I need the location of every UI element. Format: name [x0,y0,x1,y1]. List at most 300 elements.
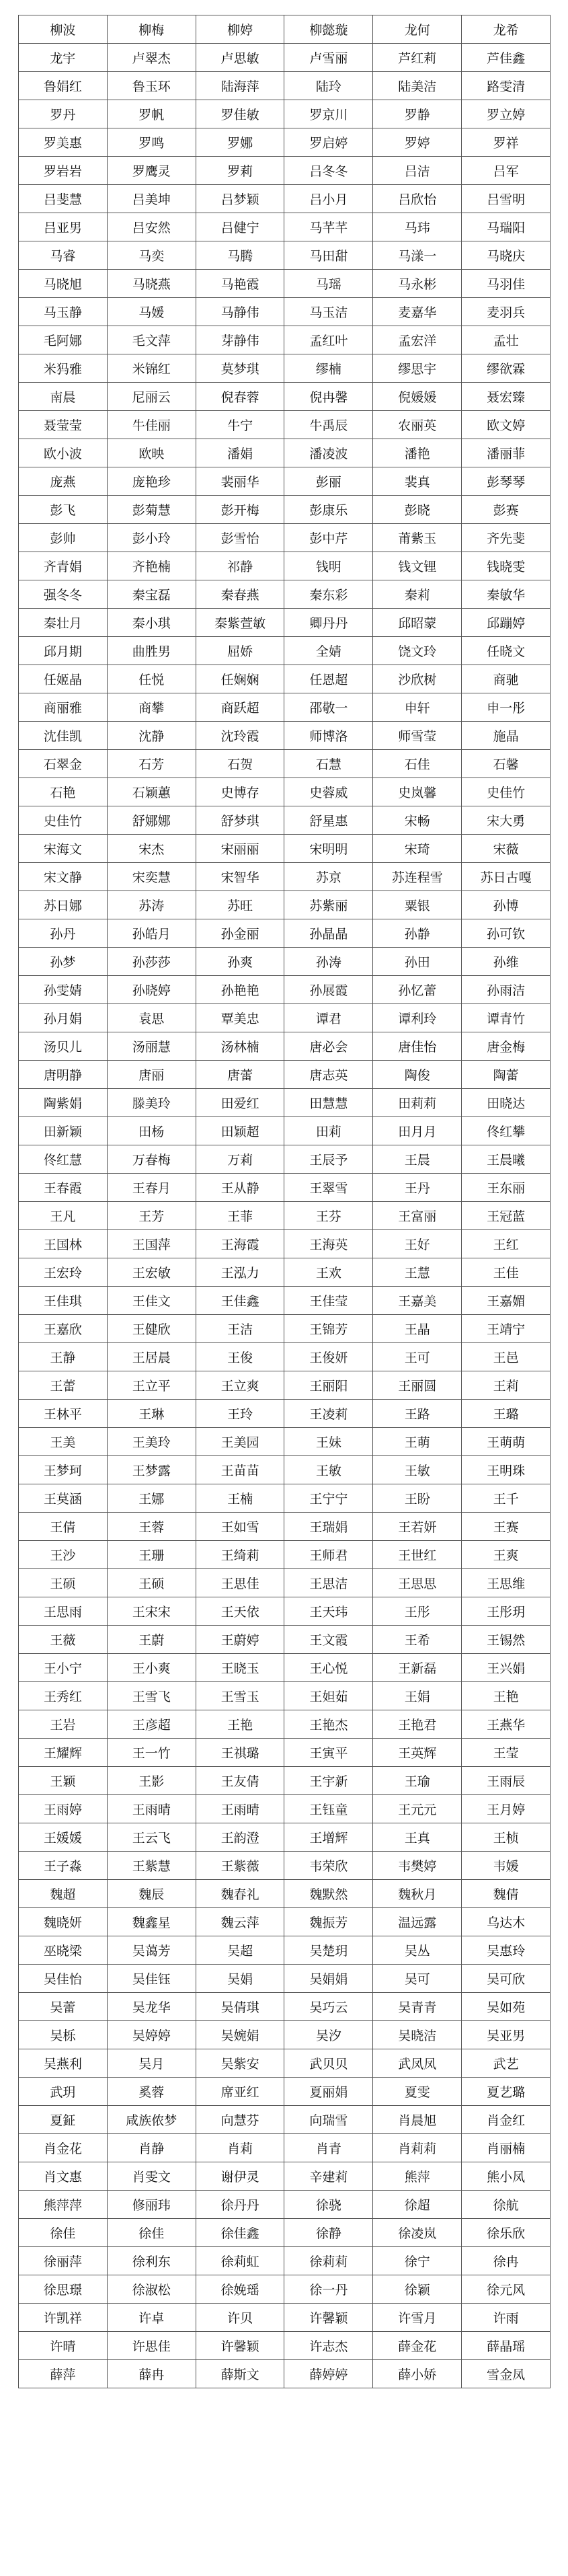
table-row [19,1400,551,1428]
name-cell: 王蔚婷 [196,1626,284,1654]
name-cell: 钱文锂 [373,552,462,580]
name-cell: 马漾一 [373,241,462,270]
name-cell: 王月婷 [462,1795,551,1823]
table-row [19,2275,551,2304]
name-cell: 毛文萍 [107,326,196,354]
name-cell: 马静伟 [196,298,284,326]
name-cell: 王锦芳 [284,1315,373,1343]
name-cell: 苏京 [284,863,373,891]
name-cell: 王明珠 [462,1456,551,1484]
name-cell: 孙涛 [284,948,373,976]
name-cell: 王好 [373,1230,462,1258]
name-cell: 王居晨 [107,1343,196,1371]
name-cell: 吴丛 [373,1936,462,1965]
table-row [19,1032,551,1061]
name-cell: 祁静 [196,552,284,580]
name-cell: 宋琦 [373,835,462,863]
name-cell: 尼丽云 [107,383,196,411]
name-cell: 王赛 [462,1513,551,1541]
name-cell: 王薇 [19,1626,108,1654]
name-cell: 谭君 [284,1004,373,1032]
name-cell: 王宇新 [284,1767,373,1795]
table-row [19,1315,551,1343]
table-row [19,15,551,44]
name-cell: 王元元 [373,1795,462,1823]
name-cell: 王佳莹 [284,1287,373,1315]
name-cell: 徐娩瑶 [196,2275,284,2304]
name-cell: 王美玲 [107,1428,196,1456]
name-cell: 谭青竹 [462,1004,551,1032]
name-cell: 王富丽 [373,1202,462,1230]
name-cell: 芽静伟 [196,326,284,354]
name-cell: 王英辉 [373,1739,462,1767]
name-cell: 苏日古嘎 [462,863,551,891]
name-cell: 肖莉 [196,2134,284,2162]
table-row [19,2078,551,2106]
name-cell: 米犸雅 [19,354,108,383]
name-cell: 王健欣 [107,1315,196,1343]
name-cell: 聂宏臻 [462,383,551,411]
name-cell: 马玉静 [19,298,108,326]
name-cell: 潘凌波 [284,439,373,467]
name-cell: 孙皓月 [107,919,196,948]
table-row [19,1965,551,1993]
name-cell: 王小宁 [19,1654,108,1682]
name-cell: 王一竹 [107,1739,196,1767]
name-cell: 徐利东 [107,2247,196,2275]
table-row [19,72,551,100]
name-cell: 王祺璐 [196,1739,284,1767]
table-row [19,1061,551,1089]
name-cell: 潘丽菲 [462,439,551,467]
table-row [19,948,551,976]
name-cell: 吴亚男 [462,2021,551,2049]
name-cell: 彭开梅 [196,496,284,524]
name-cell: 吴婉娟 [196,2021,284,2049]
name-cell: 苏旺 [196,891,284,919]
name-cell: 罗京川 [284,100,373,128]
name-cell: 王娜 [107,1484,196,1513]
table-row [19,609,551,637]
table-row [19,326,551,354]
name-cell: 王艳杰 [284,1710,373,1739]
table-row [19,241,551,270]
name-cell: 熊萍萍 [19,2191,108,2219]
name-cell: 吕亚男 [19,213,108,241]
name-cell: 卿丹丹 [284,609,373,637]
name-cell: 王兴娟 [462,1654,551,1682]
name-cell: 宋杰 [107,835,196,863]
name-cell: 薛冉 [107,2360,196,2388]
name-cell: 王从静 [196,1174,284,1202]
name-cell: 罗佳敏 [196,100,284,128]
name-cell: 缪欲霖 [462,354,551,383]
name-cell: 田新颖 [19,1117,108,1145]
name-cell: 苏连程雪 [373,863,462,891]
table-row [19,1654,551,1682]
name-cell: 吕健宁 [196,213,284,241]
name-cell: 马羽佳 [462,270,551,298]
name-cell: 王影 [107,1767,196,1795]
name-cell: 申轩 [373,693,462,722]
name-cell: 席亚红 [196,2078,284,2106]
name-cell: 孙田 [373,948,462,976]
name-cell: 欧映 [107,439,196,467]
name-cell: 聂莹莹 [19,411,108,439]
name-cell: 向慧芬 [196,2106,284,2134]
name-cell: 秦小琪 [107,609,196,637]
name-cell: 唐必会 [284,1032,373,1061]
name-cell: 唐丽 [107,1061,196,1089]
name-cell: 王韵澄 [196,1823,284,1852]
name-cell: 邱昭蒙 [373,609,462,637]
name-cell: 王蕾 [19,1371,108,1400]
name-cell: 王春月 [107,1174,196,1202]
name-cell: 罗鸣 [107,128,196,157]
name-table-body [19,15,551,2388]
name-cell: 魏春礼 [196,1880,284,1908]
name-cell: 吴晓洁 [373,2021,462,2049]
name-cell: 秦莉 [373,580,462,609]
table-row [19,467,551,496]
name-cell: 屈娇 [196,637,284,665]
table-row [19,2021,551,2049]
name-cell: 魏默然 [284,1880,373,1908]
name-cell: 王丽圆 [373,1371,462,1400]
name-cell: 任悦 [107,665,196,693]
name-cell: 吴娟娟 [284,1965,373,1993]
name-cell: 唐金梅 [462,1032,551,1061]
table-row [19,2049,551,2078]
name-cell: 徐丹丹 [196,2191,284,2219]
name-cell: 宋大勇 [462,806,551,835]
name-cell: 商攀 [107,693,196,722]
name-cell: 王邑 [462,1343,551,1371]
name-cell: 吕冬冬 [284,157,373,185]
name-cell: 王宏敏 [107,1258,196,1287]
name-cell: 王天玮 [284,1597,373,1626]
name-cell: 卢思敏 [196,44,284,72]
name-cell: 陶紫娟 [19,1089,108,1117]
name-cell: 王嘉媚 [462,1287,551,1315]
name-cell: 马艳霞 [196,270,284,298]
name-cell: 田颖超 [196,1117,284,1145]
name-cell: 夏丽娟 [284,2078,373,2106]
table-row [19,1626,551,1654]
name-cell: 马瑶 [284,270,373,298]
name-cell: 田慧慧 [284,1089,373,1117]
table-row [19,1710,551,1739]
name-cell: 王紫薇 [196,1852,284,1880]
name-cell: 孙可钦 [462,919,551,948]
name-cell: 彭中芹 [284,524,373,552]
table-row [19,1343,551,1371]
name-cell: 彭小玲 [107,524,196,552]
name-cell: 马媛 [107,298,196,326]
name-cell: 田莉 [284,1117,373,1145]
table-row [19,383,551,411]
name-cell: 孙月娟 [19,1004,108,1032]
table-row [19,2304,551,2332]
table-row [19,1880,551,1908]
name-cell: 罗帆 [107,100,196,128]
table-row [19,665,551,693]
name-cell: 王佳琪 [19,1287,108,1315]
name-cell: 徐元风 [462,2275,551,2304]
name-cell: 王硕 [107,1569,196,1597]
name-cell: 韦荣欣 [284,1852,373,1880]
name-cell: 王思佳 [196,1569,284,1597]
name-cell: 王蔚 [107,1626,196,1654]
table-row [19,750,551,778]
name-cell: 王艳 [462,1682,551,1710]
name-cell: 马奕 [107,241,196,270]
name-cell: 饶文玲 [373,637,462,665]
name-cell: 吴倩琪 [196,1993,284,2021]
name-cell: 吕美坤 [107,185,196,213]
name-cell: 邱蹦婷 [462,609,551,637]
name-cell: 史蓉威 [284,778,373,806]
name-cell: 缪思宇 [373,354,462,383]
table-row [19,1004,551,1032]
name-cell: 孙莎莎 [107,948,196,976]
name-cell: 王敏 [373,1456,462,1484]
name-cell: 王世红 [373,1541,462,1569]
name-cell: 孙丹 [19,919,108,948]
name-cell: 吴汐 [284,2021,373,2049]
name-cell: 王瑞娟 [284,1513,373,1541]
name-cell: 袁思 [107,1004,196,1032]
name-cell: 王凌莉 [284,1400,373,1428]
table-row [19,2219,551,2247]
name-cell: 王寅平 [284,1739,373,1767]
table-row [19,1597,551,1626]
name-cell: 王静 [19,1343,108,1371]
name-cell: 王凡 [19,1202,108,1230]
name-cell: 王俊妍 [284,1343,373,1371]
name-cell: 王嘉欣 [19,1315,108,1343]
name-cell: 马晓庆 [462,241,551,270]
name-cell: 王锡然 [462,1626,551,1654]
name-cell: 王立爽 [196,1371,284,1400]
name-cell: 吕梦颖 [196,185,284,213]
name-cell: 倪媛媛 [373,383,462,411]
name-cell: 石翠金 [19,750,108,778]
name-cell: 熊萍 [373,2162,462,2191]
name-cell: 师雪莹 [373,722,462,750]
name-cell: 王琳 [107,1400,196,1428]
name-cell: 肖静 [107,2134,196,2162]
name-cell: 牛禹辰 [284,411,373,439]
name-cell: 苏涛 [107,891,196,919]
name-cell: 王增辉 [284,1823,373,1852]
name-cell: 肖丽楠 [462,2134,551,2162]
name-cell: 王翠雪 [284,1174,373,1202]
name-cell: 王秀红 [19,1682,108,1710]
name-cell: 石贺 [196,750,284,778]
name-cell: 徐乐欣 [462,2219,551,2247]
table-row [19,778,551,806]
name-cell: 王娟 [373,1682,462,1710]
name-cell: 雪金凤 [462,2360,551,2388]
name-cell: 修丽玮 [107,2191,196,2219]
name-cell: 钱晓雯 [462,552,551,580]
name-cell: 申一彤 [462,693,551,722]
name-cell: 路雯清 [462,72,551,100]
name-cell: 孙维 [462,948,551,976]
name-cell: 徐佳 [107,2219,196,2247]
name-cell: 孙展霞 [284,976,373,1004]
name-cell: 王丽阳 [284,1371,373,1400]
table-row [19,1145,551,1174]
name-cell: 柳懿璇 [284,15,373,44]
name-cell: 魏倩 [462,1880,551,1908]
name-cell: 孙忆蕾 [373,976,462,1004]
name-cell: 石慧 [284,750,373,778]
name-cell: 粟银 [373,891,462,919]
name-cell: 夏艺璐 [462,2078,551,2106]
name-cell: 汤林楠 [196,1032,284,1061]
name-cell: 马田甜 [284,241,373,270]
table-row [19,1795,551,1823]
name-cell: 米锦红 [107,354,196,383]
table-row [19,1682,551,1710]
name-cell: 王佳 [462,1258,551,1287]
name-cell: 肖晨旭 [373,2106,462,2134]
name-cell: 莆紫玉 [373,524,462,552]
table-row [19,806,551,835]
name-cell: 彭帅 [19,524,108,552]
name-cell: 许晴 [19,2332,108,2360]
name-cell: 王东丽 [462,1174,551,1202]
name-cell: 牛宁 [196,411,284,439]
name-cell: 王雪玉 [196,1682,284,1710]
name-cell: 吕军 [462,157,551,185]
name-cell: 徐颖 [373,2275,462,2304]
name-cell: 王思洁 [284,1569,373,1597]
name-cell: 徐佳鑫 [196,2219,284,2247]
table-row [19,976,551,1004]
name-cell: 魏振芳 [284,1908,373,1936]
name-cell: 王彦超 [107,1710,196,1739]
table-row [19,128,551,157]
name-cell: 孙梦 [19,948,108,976]
name-cell: 王晨 [373,1145,462,1174]
name-cell: 苏日娜 [19,891,108,919]
name-cell: 王莉 [462,1371,551,1400]
name-cell: 王友倩 [196,1767,284,1795]
name-cell: 王欢 [284,1258,373,1287]
name-cell: 毛阿娜 [19,326,108,354]
name-cell: 吴佳钰 [107,1965,196,1993]
table-row [19,1371,551,1400]
name-cell: 王璐 [462,1400,551,1428]
name-cell: 孙静 [373,919,462,948]
table-row [19,2162,551,2191]
table-row [19,2134,551,2162]
name-cell: 柳波 [19,15,108,44]
name-cell: 沈玲霞 [196,722,284,750]
name-cell: 曲胜男 [107,637,196,665]
name-cell: 芦佳鑫 [462,44,551,72]
name-cell: 邱月期 [19,637,108,665]
name-cell: 奚蓉 [107,2078,196,2106]
name-cell: 吴楚玥 [284,1936,373,1965]
name-cell: 任恩超 [284,665,373,693]
name-cell: 马芊芊 [284,213,373,241]
name-cell: 卢翠杰 [107,44,196,72]
name-cell: 徐一丹 [284,2275,373,2304]
name-cell: 芦红莉 [373,44,462,72]
name-cell: 倪冉馨 [284,383,373,411]
name-cell: 邵敬一 [284,693,373,722]
name-cell: 齐先斐 [462,524,551,552]
name-cell: 肖青 [284,2134,373,2162]
name-cell: 庞艳珍 [107,467,196,496]
name-cell: 南晨 [19,383,108,411]
name-cell: 孙博 [462,891,551,919]
name-cell: 徐思璟 [19,2275,108,2304]
name-cell: 舒娜娜 [107,806,196,835]
name-cell: 肖雯文 [107,2162,196,2191]
name-cell: 陆玲 [284,72,373,100]
name-cell: 王菲 [196,1202,284,1230]
name-cell: 向瑞雪 [284,2106,373,2134]
name-cell: 宋奕慧 [107,863,196,891]
name-cell: 陶俊 [373,1061,462,1089]
name-cell: 秦春燕 [196,580,284,609]
name-cell: 王爽 [462,1541,551,1569]
name-cell: 徐佳 [19,2219,108,2247]
name-cell: 孙晶晶 [284,919,373,948]
name-cell: 王莹 [462,1739,551,1767]
table-row [19,1823,551,1852]
name-cell: 王新磊 [373,1654,462,1682]
name-cell: 王海霞 [196,1230,284,1258]
name-cell: 秦敏华 [462,580,551,609]
table-row [19,2360,551,2388]
name-cell: 王红 [462,1230,551,1258]
name-cell: 秦紫萱敏 [196,609,284,637]
name-cell: 彭琴琴 [462,467,551,496]
name-cell: 罗婷 [373,128,462,157]
table-row [19,552,551,580]
table-row [19,157,551,185]
name-cell: 史佳竹 [462,778,551,806]
name-cell: 魏云萍 [196,1908,284,1936]
name-cell: 潘娟 [196,439,284,467]
table-row [19,1908,551,1936]
table-row [19,1936,551,1965]
name-cell: 缪楠 [284,354,373,383]
name-cell: 王萌 [373,1428,462,1456]
name-cell: 马瑞阳 [462,213,551,241]
name-cell: 吕欣怡 [373,185,462,213]
name-cell: 王丹 [373,1174,462,1202]
name-cell: 王莫涵 [19,1484,108,1513]
name-cell: 魏晓妍 [19,1908,108,1936]
name-cell: 夏鉦 [19,2106,108,2134]
table-row [19,1993,551,2021]
name-cell: 商跃超 [196,693,284,722]
name-cell: 沈静 [107,722,196,750]
table-row [19,524,551,552]
name-cell: 王耀辉 [19,1739,108,1767]
name-cell: 柳梅 [107,15,196,44]
name-cell: 王梦珂 [19,1456,108,1484]
name-cell: 吕安然 [107,213,196,241]
name-cell: 魏鑫星 [107,1908,196,1936]
